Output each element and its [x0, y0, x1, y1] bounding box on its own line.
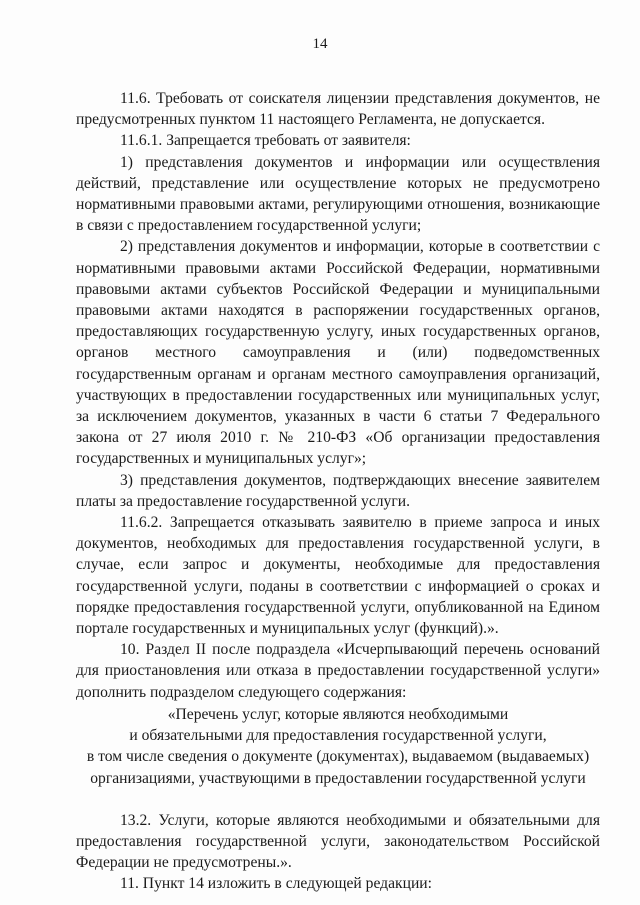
list-item-2: 2) представления документов и информации, которые в соответствии с нормативными правовыми актами Российской Федерации, нормативными правовыми актами субъектов Российской Федерации и муниципальными правовыми актами находятся в распоряжении государственных органов, предоставляющих государственную услугу, иных государственных органов, органов местного самоуправления и (или) подведомственных государственным органам и органам местного самоуправления организаций, участвующих в предоставлении государственных или муниципальных услуг, за исключением документов, указанных в части 6 статьи 7 Федерального закона от 27 июля 2010 г. № 210-ФЗ «Об организации предоставления государственных и муниципальных услуг»; — [76, 238, 600, 468]
list-item-3: 3) представления документов, подтверждающих внесение заявителем платы за предоставление государственной услуги. — [76, 471, 600, 510]
page-number: 14 — [312, 36, 328, 52]
blank-line — [76, 789, 600, 810]
subsection-heading — [76, 704, 600, 789]
document-body — [76, 88, 600, 895]
paragraph-11-6-1: 11.6.1. Запрещается требовать от заявителя: — [120, 132, 411, 150]
paragraph-11: 11. Пункт 14 изложить в следующей редакции: — [120, 875, 432, 893]
paragraph-11-6: 11.6. Требовать от соискателя лицензии представления документов, не предусмотренных пунктом 11 настоящего Регламента, не допускается. — [76, 90, 600, 129]
paragraph-11-6-2: 11.6.2. Запрещается отказывать заявителю в приеме запроса и иных документов, необходимых для предоставления государственной услуги, в случае, если запрос и документы, необходимые для предоставления государственной услуги, поданы в соответствии с информацией о сроках и порядке предоставления государственной услуги, опубликованной на Едином портале государственных и муниципальных услуг (функций).». — [76, 514, 600, 638]
heading-line-1: «Перечень услуг, которые являются необходимыми — [167, 705, 509, 723]
heading-line-2: и обязательными для предоставления государственной услуги, — [129, 727, 547, 745]
paragraph-13-2: 13.2. Услуги, которые являются необходимыми и обязательными для предоставления государственной услуги, законодательством Российской Федерации не предусмотрены.». — [76, 811, 600, 872]
list-item-1: 1) представления документов и информации или осуществления действий, представление или осуществление которых не предусмотрено нормативными правовыми актами, регулирующими отношения, возникающие в связи с предоставлением государственной услуги; — [76, 153, 600, 235]
heading-line-4: организациями, участвующими в предоставлении государственной услуги — [90, 769, 586, 787]
heading-line-3: в том числе сведения о документе (документах), выдаваемом (выдаваемых) — [86, 748, 590, 766]
paragraph-10: 10. Раздел II после подраздела «Исчерпывающий перечень оснований для приостановления или отказа в предоставлении государственной услуги» дополнить подразделом следующего содержания: — [76, 641, 600, 701]
